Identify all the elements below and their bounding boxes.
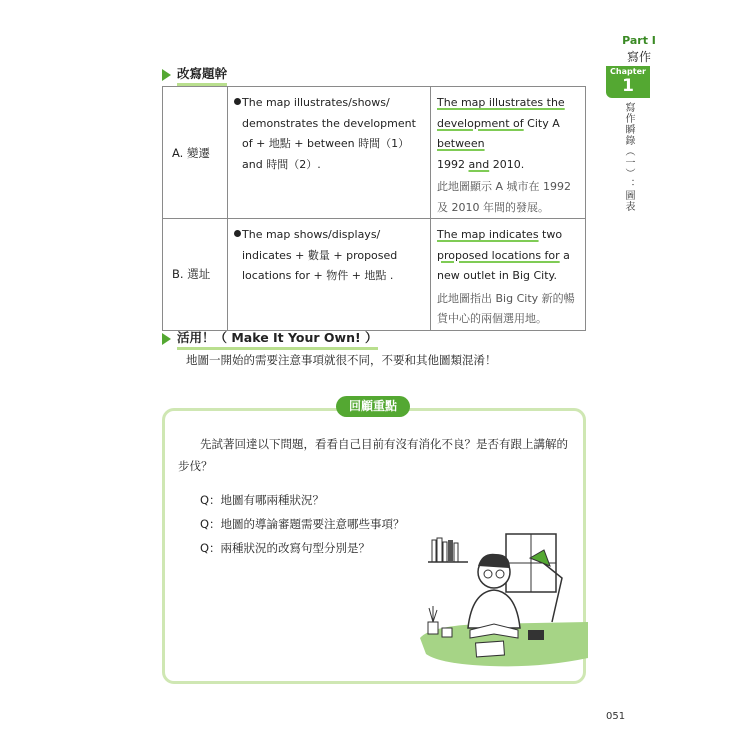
review-question: Q：地圖有哪兩種狀況？ <box>200 493 325 507</box>
section-heading-apply <box>162 328 378 350</box>
example-underline: between <box>437 137 485 150</box>
table-row <box>163 219 586 331</box>
example-text: two <box>538 228 563 241</box>
example-text: 1992 <box>437 157 469 171</box>
chapter-badge <box>606 66 650 98</box>
example-text: a new outlet in Big City. <box>437 248 570 282</box>
studying-person-illustration <box>420 530 588 670</box>
example-underline: and <box>468 157 490 171</box>
example-translation: 此地圖指出 Big City 新的暢貨中心的兩個選用地。 <box>437 291 575 325</box>
review-intro: 先試著回達以下問題，看看自己目前有沒有消化不良？是否有跟上講解的步伐？ <box>178 437 568 473</box>
chapter-label: Chapter <box>610 67 646 76</box>
part-title: 寫作 <box>626 50 651 64</box>
chapter-title: 寫作瞬錄（一）：圖表 <box>623 102 634 212</box>
pattern-text: The map illustrates/shows/ demonstrates the development of + 地點 + between 時間（1） and 時間（2）. <box>242 96 416 171</box>
bullet-dot-icon <box>234 98 241 105</box>
example-text: 2010. <box>489 157 525 171</box>
row-pattern <box>228 87 431 219</box>
triangle-bullet-icon <box>162 69 171 81</box>
bullet-dot-icon <box>234 230 241 237</box>
review-question: Q：兩種狀況的改寫句型分別是？ <box>200 541 371 555</box>
row-category: B. 選址 <box>163 219 228 331</box>
chapter-number: 1 <box>622 76 634 96</box>
section-heading-text: 活用！（ Make It Your Own! ） <box>177 328 378 350</box>
review-question: Q：地圖的導論審題需要注意哪些事項？ <box>200 517 405 531</box>
example-underline: The map illustrates the <box>437 96 565 109</box>
example-underline: development of <box>437 116 524 130</box>
triangle-bullet-icon <box>162 333 171 345</box>
part-label: Part I <box>622 34 656 47</box>
review-title: 回顧重點 <box>336 396 410 417</box>
table-row <box>163 87 586 219</box>
row-example <box>431 219 586 331</box>
example-translation: 此地圖顯示 A 城市在 1992 及 2010 年間的發展。 <box>437 180 572 214</box>
section-heading-text: 改寫題幹 <box>177 64 227 86</box>
row-category: A. 變遷 <box>163 87 228 219</box>
row-pattern <box>228 219 431 331</box>
example-underline: proposed locations for <box>437 248 560 262</box>
rewrite-table <box>162 86 586 331</box>
section-heading-rewrite <box>162 64 227 86</box>
row-example <box>431 87 586 219</box>
pattern-text: The map shows/displays/ indicates + 數量 + proposed locations for + 物件 + 地點 . <box>242 228 398 282</box>
page-number: 051 <box>606 711 626 722</box>
example-text: City A <box>523 116 560 130</box>
example-underline: The map indicates <box>437 228 539 241</box>
apply-text: 地圖一開始的需要注意事項就很不同，不要和其他圖類混淆！ <box>186 353 497 367</box>
